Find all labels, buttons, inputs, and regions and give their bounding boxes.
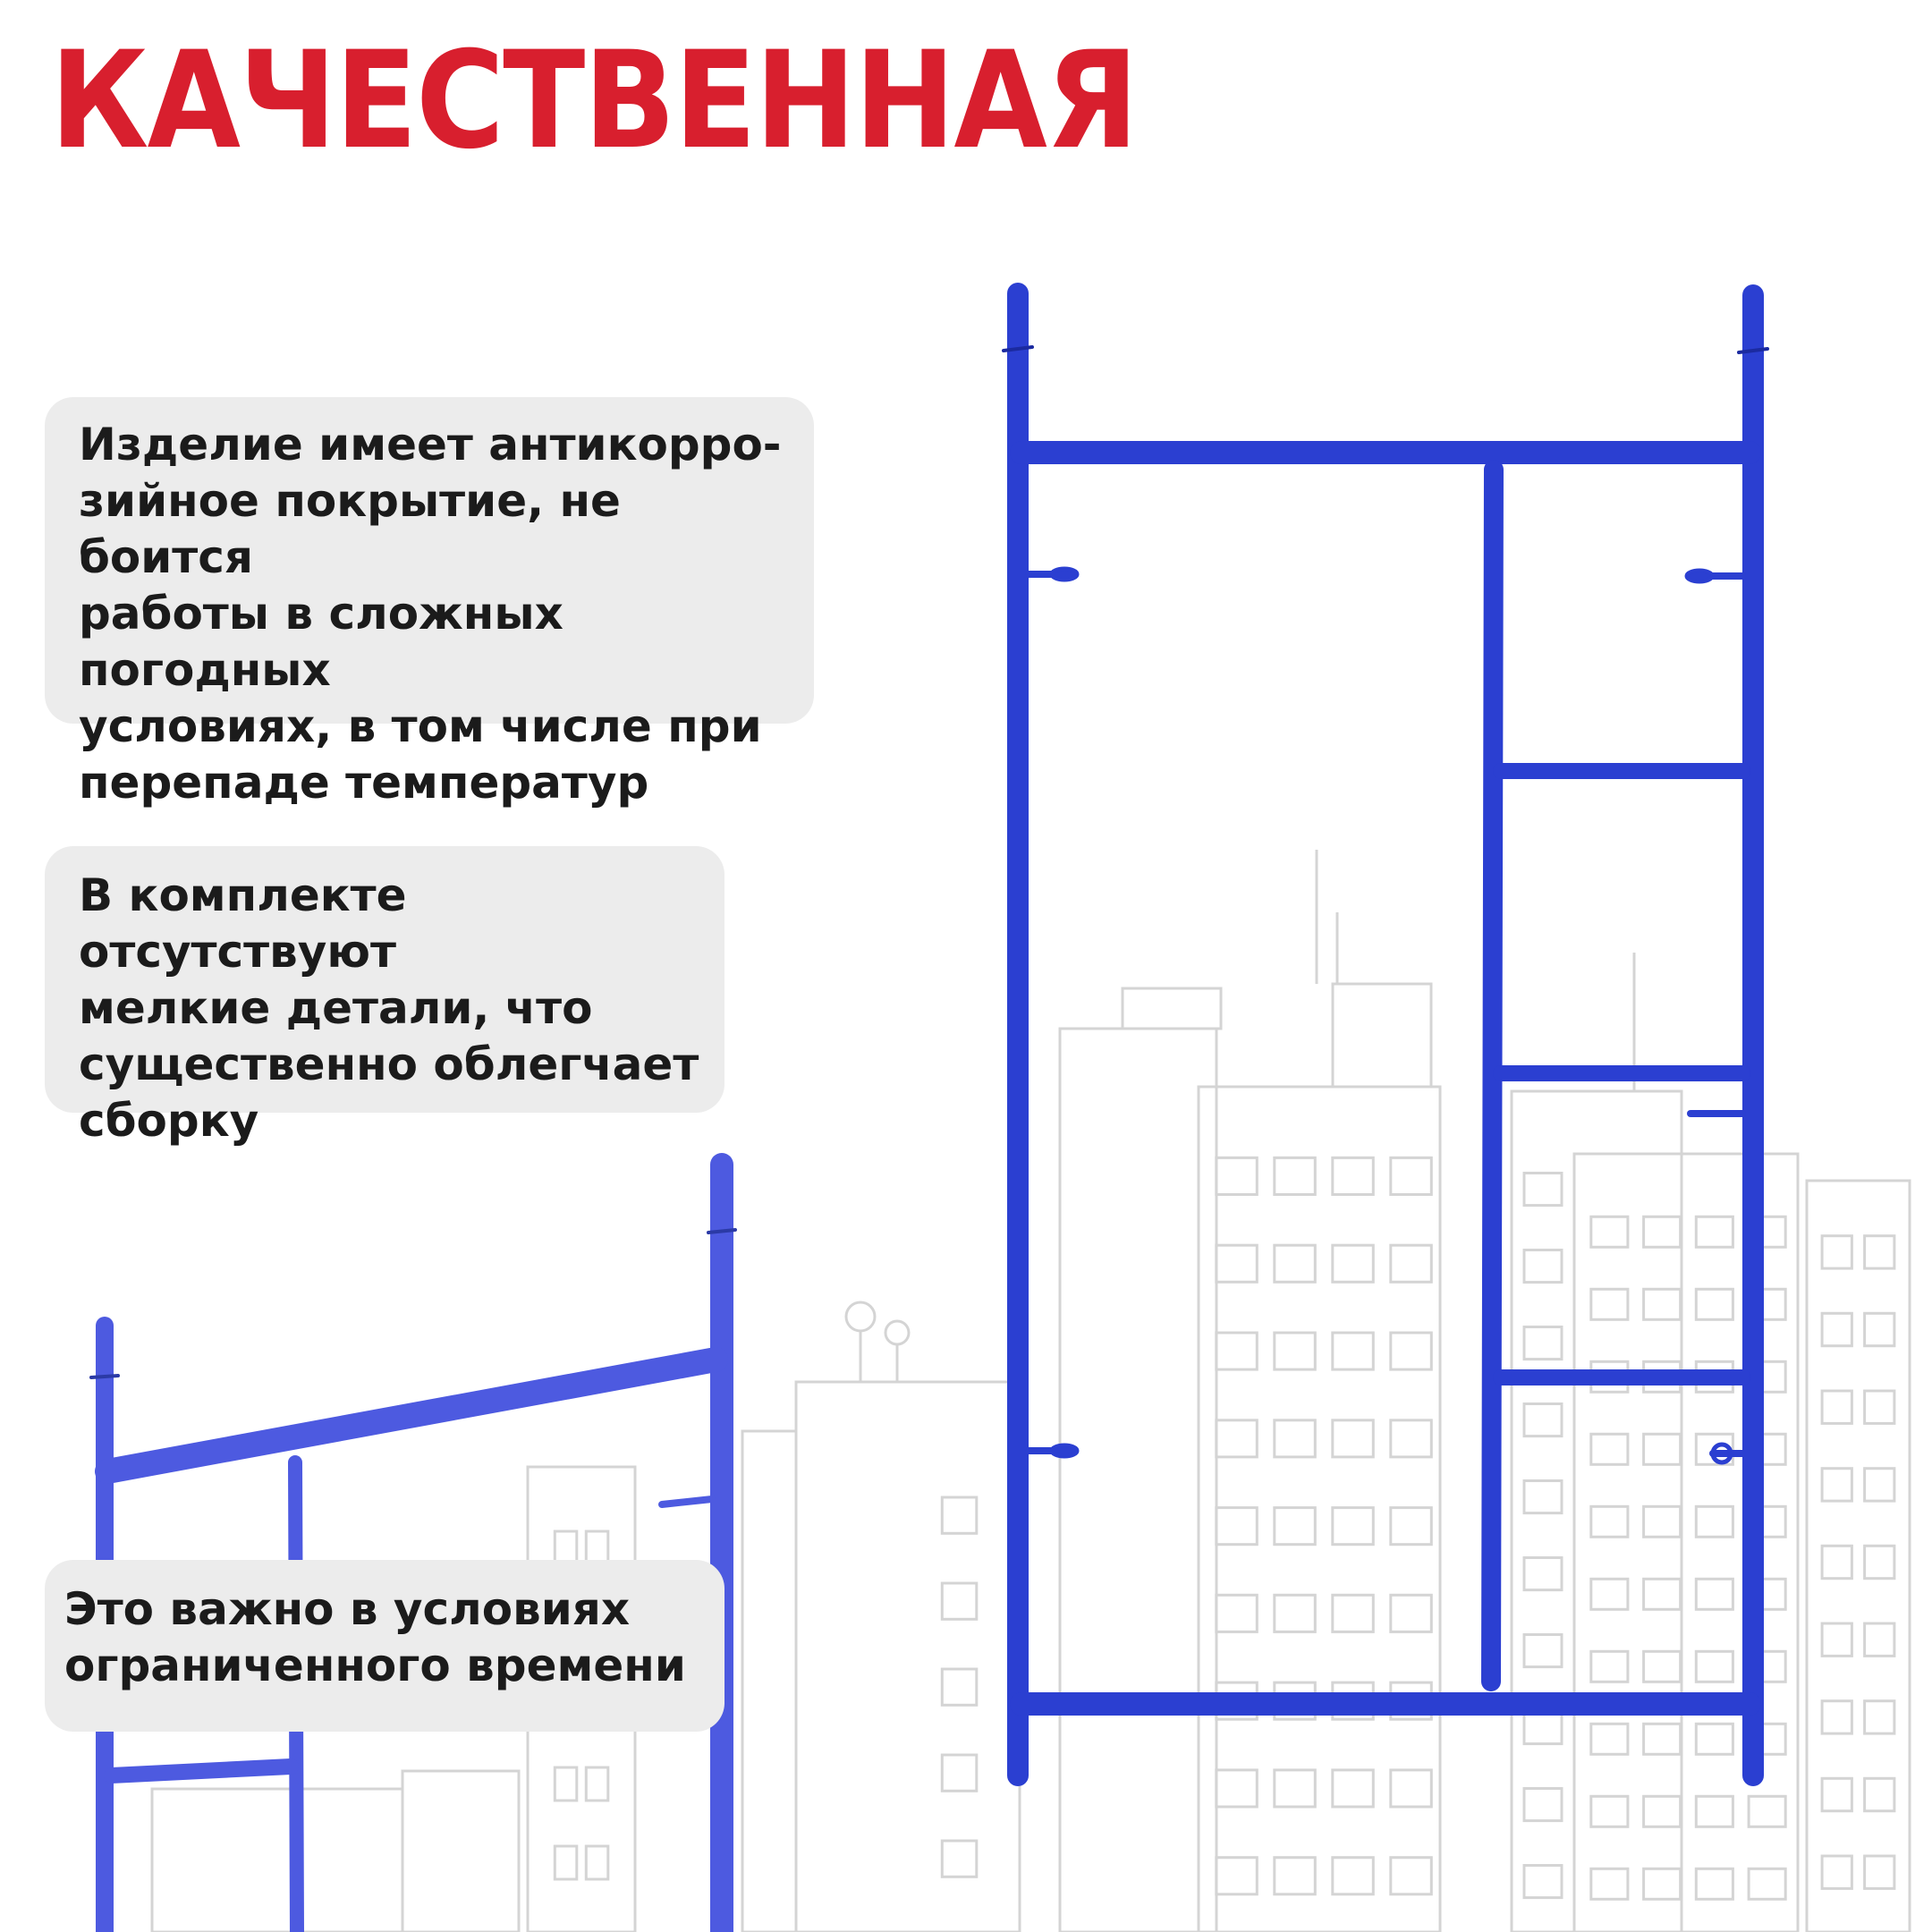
window-outline (1333, 1508, 1374, 1545)
window-outline (1644, 1434, 1681, 1464)
window-outline (1524, 1789, 1562, 1821)
window-outline (1275, 1333, 1316, 1369)
window-outline (942, 1583, 977, 1619)
info-card-time (45, 1560, 724, 1732)
window-outline (1696, 1216, 1733, 1247)
window-outline (1275, 1245, 1316, 1282)
window-outline (1822, 1391, 1852, 1423)
window-outline (1333, 1595, 1374, 1631)
window-outline (1275, 1508, 1316, 1545)
window-outline (1391, 1858, 1432, 1894)
info-card-assembly (45, 846, 724, 1147)
window-outline (1391, 1420, 1432, 1457)
window-outline (1591, 1868, 1628, 1899)
window-outline (942, 1497, 977, 1533)
window-outline (1865, 1623, 1894, 1656)
window-outline (555, 1767, 577, 1801)
window-outline (1524, 1712, 1562, 1744)
window-outline (1865, 1701, 1894, 1733)
headline: КАЧЕСТВЕННАЯ (50, 23, 1138, 179)
window-outline (1865, 1546, 1894, 1578)
scaffold-frame-secondary-icon (91, 1165, 735, 1932)
window-outline (1865, 1313, 1894, 1345)
window-outline (1333, 1420, 1374, 1457)
window-outline (1391, 1508, 1432, 1545)
window-outline (1216, 1858, 1258, 1894)
window-outline (1591, 1289, 1628, 1319)
window-outline (1822, 1778, 1852, 1810)
window-outline (1822, 1623, 1852, 1656)
window-outline (1644, 1868, 1681, 1899)
window-outline (942, 1755, 977, 1791)
window-outline (555, 1846, 577, 1879)
window-outline (1644, 1289, 1681, 1319)
window-outline (586, 1846, 608, 1879)
window-outline (1644, 1506, 1681, 1537)
window-outline (1644, 1651, 1681, 1682)
window-outline (1822, 1313, 1852, 1345)
window-outline (1391, 1245, 1432, 1282)
window-outline (1865, 1469, 1894, 1501)
window-outline (1391, 1595, 1432, 1631)
window-outline (942, 1841, 977, 1877)
window-outline (1524, 1327, 1562, 1360)
window-outline (1822, 1469, 1852, 1501)
window-outline (1591, 1506, 1628, 1537)
window-outline (1696, 1651, 1733, 1682)
window-outline (1524, 1174, 1562, 1206)
window-outline (1822, 1236, 1852, 1268)
window-outline (1524, 1250, 1562, 1283)
window-outline (1391, 1333, 1432, 1369)
window-outline (1865, 1391, 1894, 1423)
window-outline (1696, 1724, 1733, 1754)
info-card-text: Это важно в условиях ограниченного времени (64, 1583, 686, 1691)
city-windows (555, 1157, 1894, 1899)
window-outline (1275, 1858, 1316, 1894)
window-outline (942, 1669, 977, 1705)
window-outline (1275, 1157, 1316, 1194)
window-outline (1591, 1651, 1628, 1682)
window-outline (1524, 1558, 1562, 1590)
window-outline (1696, 1579, 1733, 1609)
window-outline (586, 1767, 608, 1801)
window-outline (1216, 1508, 1258, 1545)
window-outline (1333, 1157, 1374, 1194)
scaffold-frame-main-icon (1004, 293, 1767, 1775)
window-outline (1333, 1333, 1374, 1369)
window-outline (1822, 1701, 1852, 1733)
window-outline (1333, 1858, 1374, 1894)
window-outline (1275, 1770, 1316, 1807)
window-outline (1216, 1595, 1258, 1631)
window-outline (1591, 1579, 1628, 1609)
window-outline (1216, 1420, 1258, 1457)
window-outline (1591, 1724, 1628, 1754)
window-outline (1333, 1245, 1374, 1282)
window-outline (1216, 1333, 1258, 1369)
window-outline (1749, 1868, 1785, 1899)
window-outline (1865, 1856, 1894, 1888)
window-outline (1275, 1420, 1316, 1457)
info-card-text: В комплекте отсутствуют мелкие детали, что существенно облегчает сборку (79, 869, 699, 1147)
window-outline (1591, 1216, 1628, 1247)
window-outline (1696, 1796, 1733, 1826)
window-outline (1591, 1796, 1628, 1826)
window-outline (1216, 1157, 1258, 1194)
window-outline (1749, 1796, 1785, 1826)
window-outline (1696, 1289, 1733, 1319)
window-outline (1644, 1796, 1681, 1826)
window-outline (1865, 1236, 1894, 1268)
info-card-coating (45, 397, 814, 809)
window-outline (1696, 1506, 1733, 1537)
window-outline (1216, 1245, 1258, 1282)
window-outline (1333, 1770, 1374, 1807)
window-outline (1865, 1778, 1894, 1810)
window-outline (1644, 1216, 1681, 1247)
info-card-text: Изделие имеет антикорро- зийное покрытие, не боится работы в сложных погодных условиях, в том числе при перепаде температур (79, 419, 782, 809)
window-outline (1644, 1724, 1681, 1754)
window-outline (1275, 1595, 1316, 1631)
window-outline (1822, 1856, 1852, 1888)
window-outline (1391, 1157, 1432, 1194)
window-outline (1524, 1866, 1562, 1898)
window-outline (1524, 1404, 1562, 1436)
window-outline (1391, 1770, 1432, 1807)
window-outline (1524, 1635, 1562, 1667)
window-outline (1524, 1481, 1562, 1513)
window-outline (1216, 1770, 1258, 1807)
window-outline (1644, 1579, 1681, 1609)
window-outline (1822, 1546, 1852, 1578)
window-outline (1696, 1868, 1733, 1899)
window-outline (1591, 1434, 1628, 1464)
